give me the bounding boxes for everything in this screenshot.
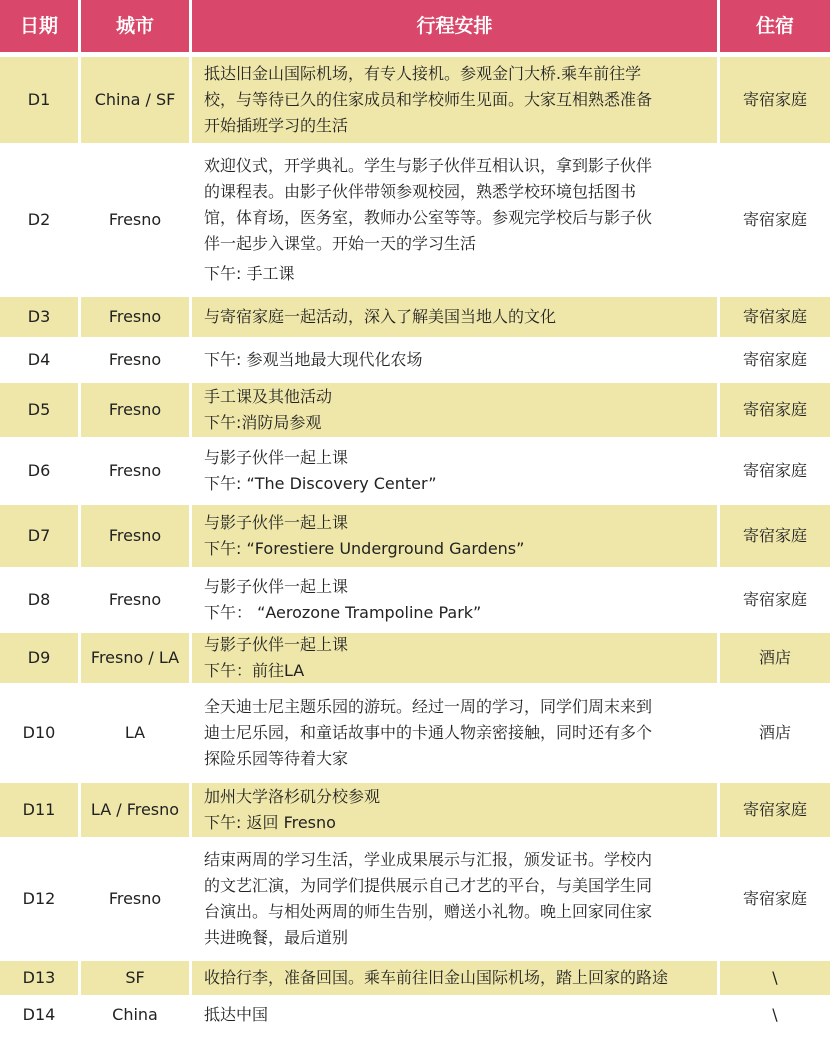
itinerary-line: 迪士尼乐园，和童话故事中的卡通人物亲密接触，同时还有多个 bbox=[204, 723, 653, 742]
day-cell: D13 bbox=[0, 961, 78, 995]
lodging-cell: 寄宿家庭 bbox=[742, 590, 807, 609]
itinerary-line: 欢迎仪式，开学典礼。学生与影子伙伴互相认识，拿到影子伙伴 bbox=[204, 156, 653, 175]
city-cell: LA bbox=[124, 723, 146, 742]
city-cell: Fresno bbox=[81, 505, 189, 567]
table-row bbox=[0, 687, 832, 779]
city-cell: Fresno bbox=[108, 350, 162, 369]
lodging-cell: 寄宿家庭 bbox=[720, 505, 830, 567]
itinerary-line: 馆，体育场，医务室，教师办公室等等。参观完学校后与影子伙 bbox=[204, 208, 653, 227]
lodging-cell: 寄宿家庭 bbox=[742, 889, 807, 908]
itinerary-line: 校，与等待已久的住家成员和学校师生见面。大家互相熟悉准备 bbox=[204, 90, 653, 109]
table-row bbox=[0, 961, 832, 995]
lodging-cell: 寄宿家庭 bbox=[742, 210, 807, 229]
header-itinerary: 行程安排 bbox=[192, 0, 717, 52]
table-row bbox=[0, 841, 832, 957]
itinerary-line: 与影子伙伴一起上课 bbox=[204, 448, 349, 467]
table-row bbox=[0, 999, 832, 1031]
itinerary-line: 下午：前往LA bbox=[204, 661, 305, 680]
lodging-cell: \ bbox=[720, 961, 830, 995]
itinerary-line: 与影子伙伴一起上课 bbox=[204, 577, 349, 596]
city-cell: Fresno bbox=[108, 590, 162, 609]
city-cell: Fresno bbox=[81, 383, 189, 437]
table-header bbox=[0, 0, 832, 52]
header-lodging: 住宿 bbox=[720, 0, 830, 52]
itinerary-cell bbox=[192, 633, 717, 683]
table-row bbox=[0, 441, 832, 501]
lodging-cell: 寄宿家庭 bbox=[742, 350, 807, 369]
itinerary-cell bbox=[192, 687, 717, 779]
table-row bbox=[0, 297, 832, 337]
itinerary-line: 与寄宿家庭一起活动，深入了解美国当地人的文化 bbox=[204, 307, 557, 326]
city-cell: Fresno / LA bbox=[81, 633, 189, 683]
table-row bbox=[0, 633, 832, 683]
table-body bbox=[0, 57, 832, 1031]
day-cell: D8 bbox=[27, 590, 51, 609]
itinerary-line: 下午: 返回 Fresno bbox=[204, 813, 336, 832]
itinerary-extra-line: 下午: 手工课 bbox=[204, 264, 295, 283]
city-cell: Fresno bbox=[108, 210, 162, 229]
day-cell: D14 bbox=[22, 1005, 56, 1024]
itinerary-line: 下午： “Aerozone Trampoline Park” bbox=[204, 603, 482, 622]
city-cell: LA / Fresno bbox=[81, 783, 189, 837]
lodging-cell: 寄宿家庭 bbox=[720, 297, 830, 337]
itinerary-line: 的课程表。由影子伙伴带领参观校园，熟悉学校环境包括图书 bbox=[204, 182, 637, 201]
itinerary-line: 结束两周的学习生活，学业成果展示与汇报，颁发证书。学校内 bbox=[204, 850, 653, 869]
itinerary-cell bbox=[192, 841, 717, 957]
header-date: 日期 bbox=[0, 0, 78, 52]
table-row bbox=[0, 571, 832, 629]
itinerary-cell bbox=[192, 441, 717, 501]
itinerary-line: 台演出。与相处两周的师生告别，赠送小礼物。晚上回家同住家 bbox=[204, 902, 653, 921]
day-cell: D1 bbox=[0, 57, 78, 143]
table-row bbox=[0, 341, 832, 379]
lodging-cell: 寄宿家庭 bbox=[742, 461, 807, 480]
itinerary-line: 伴一起步入课堂。开始一天的学习生活 bbox=[204, 234, 477, 253]
table-row bbox=[0, 57, 832, 143]
day-cell: D6 bbox=[27, 461, 51, 480]
lodging-cell: 酒店 bbox=[758, 723, 791, 742]
itinerary-cell bbox=[192, 999, 717, 1031]
city-cell: Fresno bbox=[108, 889, 162, 908]
itinerary-cell bbox=[192, 505, 717, 567]
day-cell: D9 bbox=[0, 633, 78, 683]
itinerary-line: 探险乐园等待着大家 bbox=[204, 749, 349, 768]
day-cell: D7 bbox=[0, 505, 78, 567]
itinerary-line: 与影子伙伴一起上课 bbox=[204, 513, 349, 532]
itinerary-line: 下午: “The Discovery Center” bbox=[204, 474, 437, 493]
day-cell: D12 bbox=[22, 889, 56, 908]
itinerary-cell bbox=[192, 571, 717, 629]
lodging-cell: 寄宿家庭 bbox=[720, 783, 830, 837]
itinerary-line: 与影子伙伴一起上课 bbox=[204, 635, 349, 654]
itinerary-cell bbox=[192, 383, 717, 437]
itinerary-cell bbox=[192, 341, 717, 379]
city-cell: Fresno bbox=[108, 461, 162, 480]
itinerary-line: 共进晚餐，最后道别 bbox=[204, 928, 349, 947]
table-row bbox=[0, 783, 832, 837]
day-cell: D3 bbox=[0, 297, 78, 337]
itinerary-line: 手工课及其他活动 bbox=[204, 387, 333, 406]
itinerary-line: 全天迪士尼主题乐园的游玩。经过一周的学习，同学们周末来到 bbox=[204, 697, 653, 716]
itinerary-line: 开始插班学习的生活 bbox=[204, 116, 349, 135]
day-cell: D5 bbox=[0, 383, 78, 437]
table-row bbox=[0, 383, 832, 437]
itinerary-line: 抵达中国 bbox=[204, 1005, 269, 1024]
itinerary-line: 的文艺汇演，为同学们提供展示自己才艺的平台，与美国学生同 bbox=[204, 876, 653, 895]
day-cell: D10 bbox=[22, 723, 56, 742]
day-cell: D2 bbox=[27, 210, 51, 229]
lodging-cell: 寄宿家庭 bbox=[720, 383, 830, 437]
itinerary-cell bbox=[192, 57, 717, 143]
table-row bbox=[0, 147, 832, 293]
city-cell: Fresno bbox=[81, 297, 189, 337]
itinerary-line: 收拾行李，准备回国。乘车前往旧金山国际机场，踏上回家的路途 bbox=[204, 968, 669, 987]
lodging-cell: \ bbox=[772, 1005, 778, 1024]
itinerary-line: 下午:消防局参观 bbox=[204, 413, 322, 432]
header-city: 城市 bbox=[81, 0, 189, 52]
day-cell: D4 bbox=[27, 350, 51, 369]
itinerary-cell bbox=[192, 297, 717, 337]
city-cell: China / SF bbox=[81, 57, 189, 143]
itinerary-line: 下午: 参观当地最大现代化农场 bbox=[204, 350, 423, 369]
itinerary-line: 抵达旧金山国际机场，有专人接机。参观金门大桥.乘车前往学 bbox=[204, 64, 642, 83]
city-cell: SF bbox=[81, 961, 189, 995]
itinerary-cell bbox=[192, 783, 717, 837]
itinerary-line: 加州大学洛杉矶分校参观 bbox=[204, 787, 381, 806]
itinerary-line: 下午: “Forestiere Underground Gardens” bbox=[204, 539, 525, 558]
itinerary-cell bbox=[192, 961, 717, 995]
table-row bbox=[0, 505, 832, 567]
day-cell: D11 bbox=[0, 783, 78, 837]
itinerary-cell bbox=[192, 147, 717, 293]
lodging-cell: 寄宿家庭 bbox=[720, 57, 830, 143]
lodging-cell: 酒店 bbox=[720, 633, 830, 683]
city-cell: China bbox=[112, 1005, 158, 1024]
